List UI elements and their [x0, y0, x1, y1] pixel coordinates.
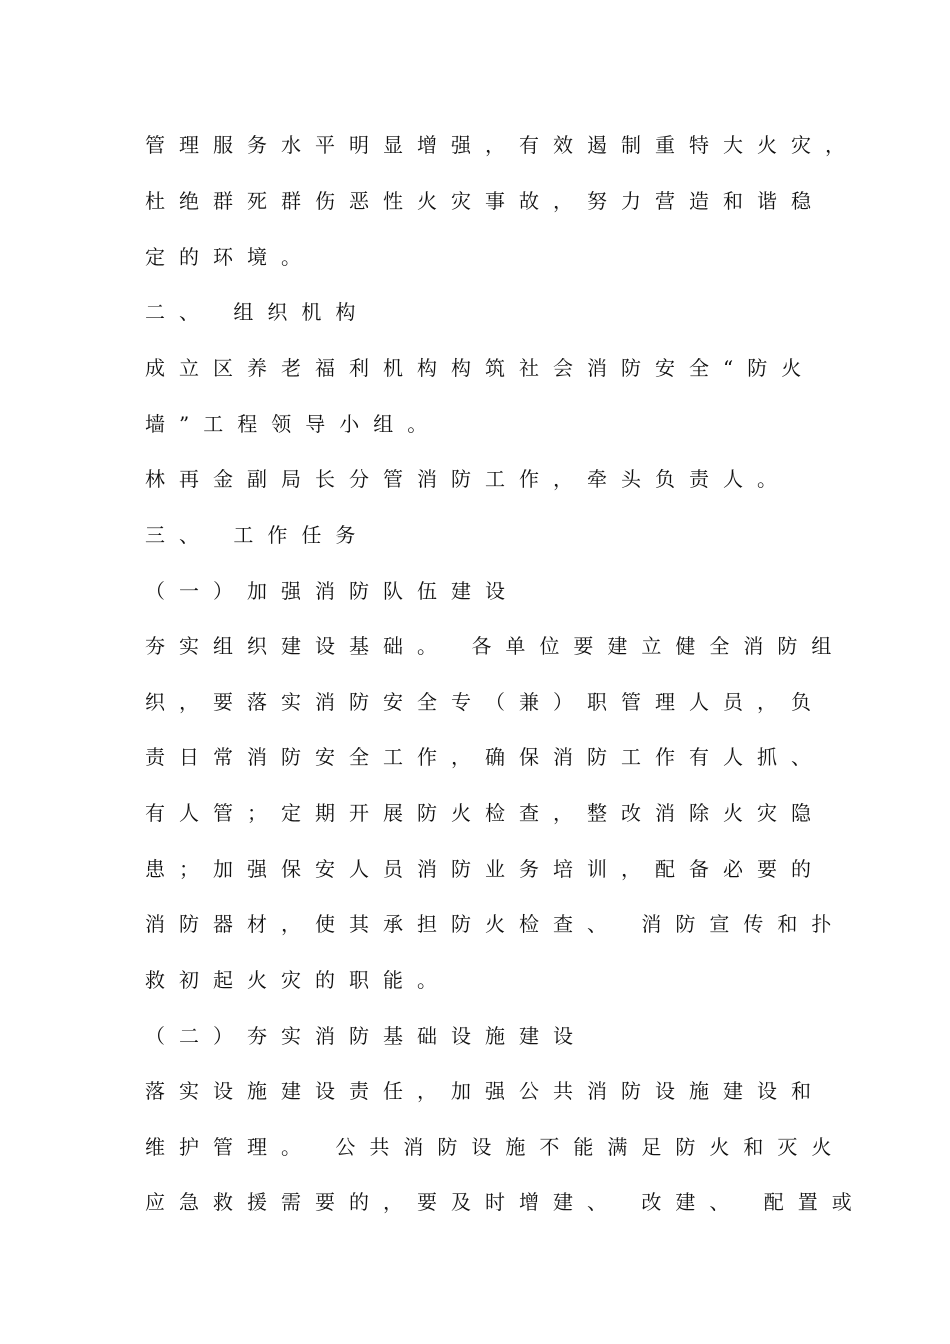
text-line: 救初起火灾的职能。 — [145, 968, 451, 992]
text-line: 夯实组织建设基础。 各单位要建立健全消防组 — [145, 634, 846, 658]
subsection-heading: （一）加强消防队伍建设 — [145, 579, 519, 603]
subsection-heading: （二）夯实消防基础设施建设 — [145, 1024, 587, 1048]
text-line: 有人管；定期开展防火检查，整改消除火灾隐 — [145, 801, 825, 825]
text-line: 定的环境。 — [145, 245, 315, 269]
text-line: 落实设施建设责任，加强公共消防设施建设和 — [145, 1079, 825, 1103]
text-line: 应急救援需要的，要及时增建、 改建、 配置或 — [145, 1190, 866, 1214]
text-line: 责日常消防安全工作，确保消防工作有人抓、 — [145, 745, 825, 769]
text-line: 管理服务水平明显增强，有效遏制重特大火灾， — [145, 133, 859, 157]
text-line: 林再金副局长分管消防工作，牵头负责人。 — [145, 467, 791, 491]
text-line: 墙”工程领导小组。 — [145, 412, 442, 436]
section-heading: 三、 工作任务 — [145, 523, 370, 547]
text-line: 织，要落实消防安全专（兼）职管理人员，负 — [145, 690, 825, 714]
section-heading: 二、 组织机构 — [145, 300, 370, 324]
text-line: 成立区养老福利机构构筑社会消防安全“防火 — [145, 356, 816, 380]
text-line: 消防器材，使其承担防火检查、 消防宣传和扑 — [145, 912, 846, 936]
text-line: 维护管理。 公共消防设施不能满足防火和灭火 — [145, 1135, 846, 1159]
text-line: 患；加强保安人员消防业务培训，配备必要的 — [145, 857, 825, 881]
text-line: 杜绝群死群伤恶性火灾事故，努力营造和谐稳 — [145, 189, 825, 213]
